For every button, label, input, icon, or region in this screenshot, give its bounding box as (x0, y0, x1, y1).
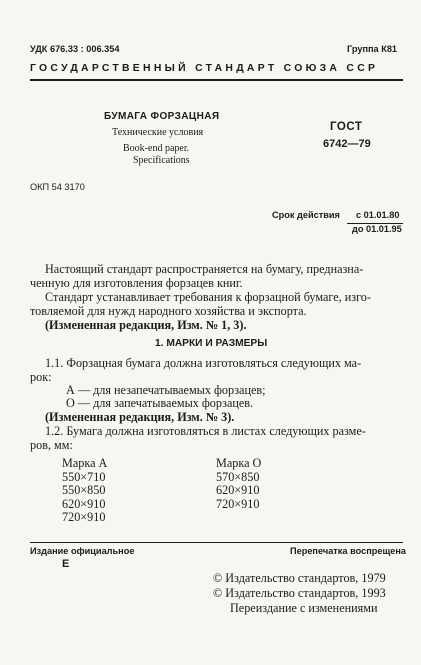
copyright-1979: © Издательство стандартов, 1979 (213, 571, 386, 585)
official-edition: Издание официальное (30, 546, 135, 556)
grade-o-size: 570×850 (216, 469, 260, 484)
section-1-heading: 1. МАРКИ И РАЗМЕРЫ (155, 338, 268, 349)
intro-p2-line2: товляемой для нужд народного хозяйства и экспорта. (30, 304, 307, 318)
copyright-1993: © Издательство стандартов, 1993 (213, 586, 386, 600)
grade-a-item: А — для незапечатываемых форзацев; (66, 383, 266, 397)
clause-1-1-line1: 1.1. Форзацная бумага должна изготовляться следующих ма- (45, 356, 362, 370)
sizes-grade-o-column (216, 457, 261, 511)
grade-a-size: 620×910 (62, 496, 106, 511)
gost-label: ГОСТ (330, 121, 363, 133)
grade-o-size: 620×910 (216, 483, 260, 497)
grade-o-size: 720×910 (216, 496, 260, 511)
standard-header-title: ГОСУДАРСТВЕННЫЙ СТАНДАРТ СОЮЗА ССР (30, 63, 379, 74)
grade-o-header: Марка О (216, 456, 262, 470)
validity-label: Срок действия (272, 210, 340, 220)
udk-code: УДК 676.33 : 006.354 (30, 44, 120, 54)
grade-o-item: О — для запечатываемых форзацев. (66, 396, 254, 410)
sizes-grade-a-column (62, 457, 107, 525)
reprint-prohibited: Перепечатка воспрещена (290, 546, 406, 556)
validity-to: до 01.01.95 (352, 224, 402, 234)
english-title-line2: Specifications (133, 155, 190, 166)
grade-a-size: 550×850 (62, 483, 106, 497)
clause-1-1-line2: рок: (30, 370, 52, 384)
intro-p1-line2: ченную для изготовления форзацев книг. (30, 276, 243, 290)
intro-p2-line1: Стандарт устанавливает требования к форзацной бумаге, изго- (45, 290, 371, 304)
gost-number: 6742—79 (323, 138, 371, 150)
intro-amendment: (Измененная редакция, Изм. № 1, 3). (45, 318, 247, 332)
header-rule (30, 79, 403, 81)
okp-code: ОКП 54 3170 (30, 182, 85, 192)
clause-1-2-line2: ров, мм: (30, 438, 73, 452)
document-subtitle: Технические условия (112, 127, 204, 138)
intro-p1-line1: Настоящий стандарт распространяется на бумагу, предназна- (45, 262, 364, 276)
clause-1-1-amendment: (Измененная редакция, Изм. № 3). (45, 410, 235, 424)
grade-a-header: Марка А (62, 456, 108, 470)
document-title: БУМАГА ФОРЗАЦНАЯ (104, 111, 220, 122)
validity-from: с 01.01.80 (356, 210, 400, 220)
footer-rule (30, 542, 403, 543)
clause-1-2-line1: 1.2. Бумага должна изготовляться в листах следующих разме- (45, 424, 366, 438)
english-title-line1: Book-end paper. (123, 143, 190, 154)
grade-a-size: 550×710 (62, 469, 106, 484)
reissue-note: Переиздание с изменениями (230, 601, 378, 615)
grade-a-size: 720×910 (62, 510, 106, 524)
group-code: Группа К81 (347, 44, 398, 54)
edition-letter: Е (62, 558, 70, 570)
